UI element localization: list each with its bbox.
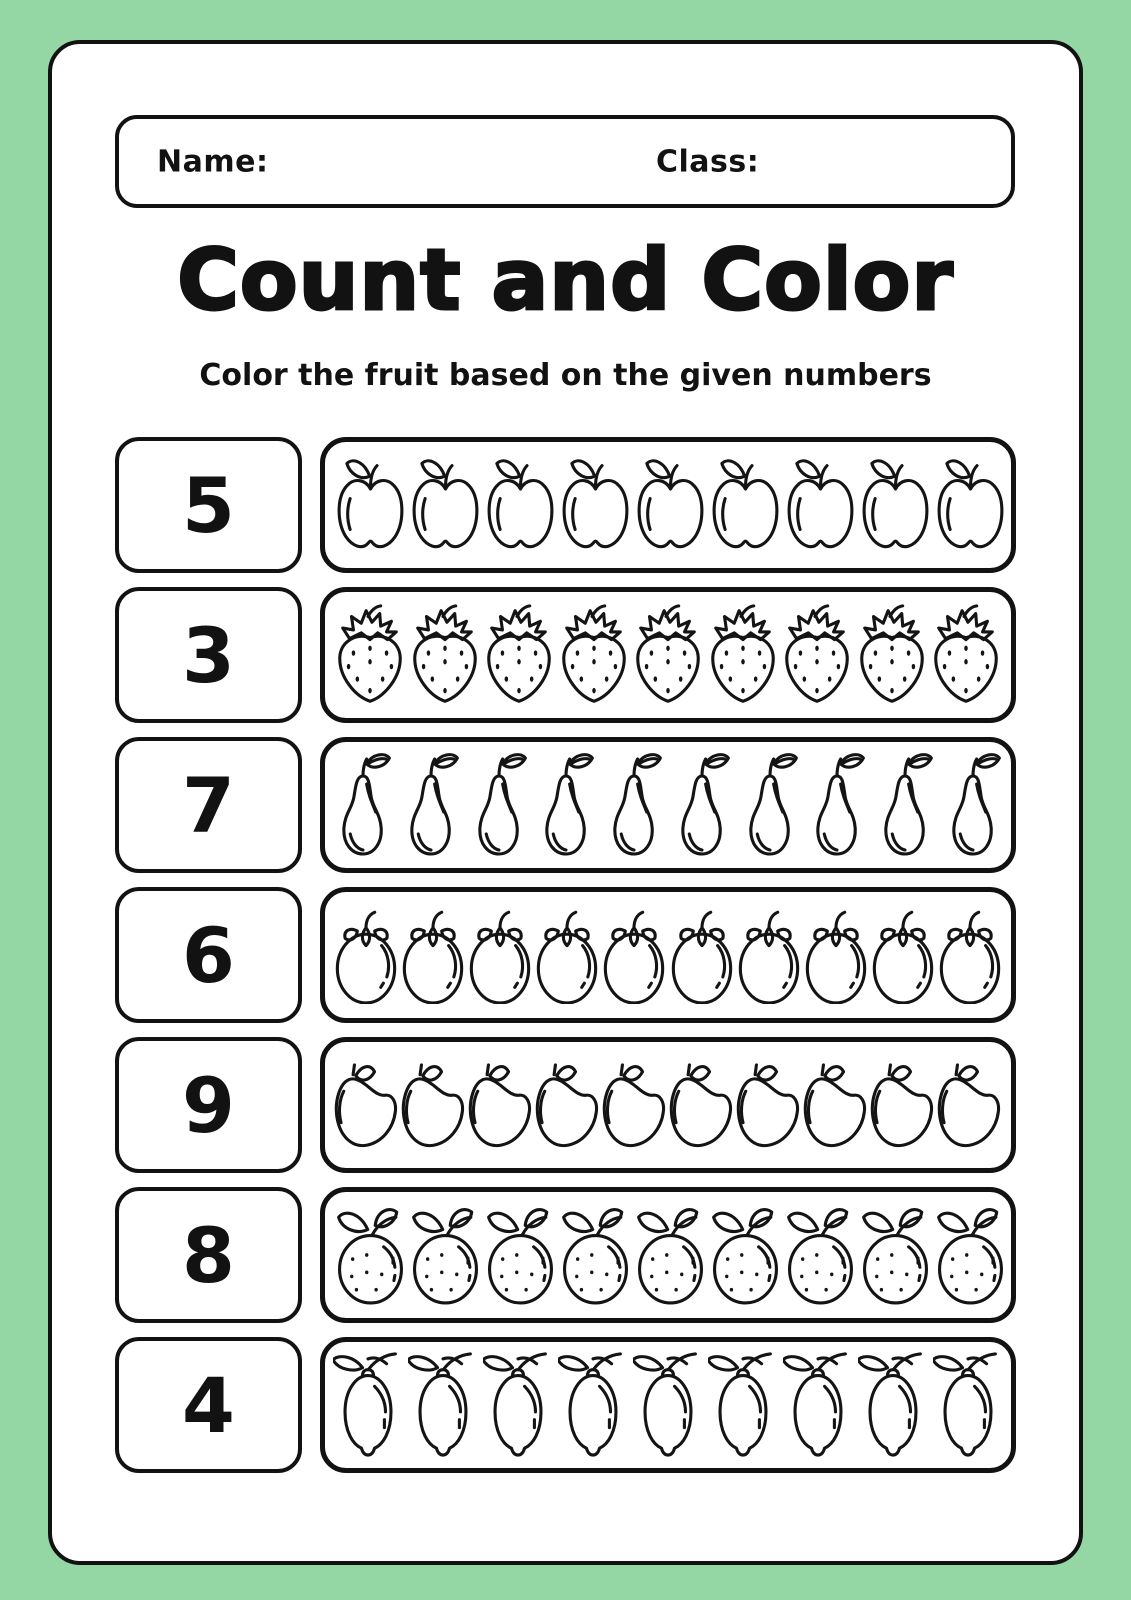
count-number: 5: [182, 460, 235, 550]
orange-icon[interactable]: [408, 1205, 483, 1305]
name-label: Name:: [157, 144, 269, 179]
apple-icon[interactable]: [933, 455, 1008, 555]
lemon-icon[interactable]: [858, 1351, 928, 1459]
apple-icon[interactable]: [708, 455, 783, 555]
pear-icon[interactable]: [672, 751, 732, 859]
mangosteen-icon[interactable]: [400, 906, 466, 1004]
lemon-icon[interactable]: [483, 1351, 553, 1459]
count-number: 6: [182, 910, 235, 1000]
mango-strip: [320, 1037, 1016, 1173]
orange-icon[interactable]: [708, 1205, 783, 1305]
lemon-icon[interactable]: [558, 1351, 628, 1459]
orange-strip: [320, 1187, 1016, 1323]
instructions-text: Color the fruit based on the given numbers: [199, 358, 932, 393]
number-box: [115, 587, 302, 723]
lemon-icon[interactable]: [633, 1351, 703, 1459]
worksheet-page: [48, 40, 1083, 1565]
pear-icon[interactable]: [740, 751, 800, 859]
worksheet-row: [115, 1037, 1016, 1173]
orange-icon[interactable]: [783, 1205, 858, 1305]
lemon-icon[interactable]: [783, 1351, 853, 1459]
lemon-icon[interactable]: [933, 1351, 1003, 1459]
name-class-box: [115, 115, 1015, 208]
lemon-icon[interactable]: [408, 1351, 478, 1459]
apple-icon[interactable]: [333, 455, 408, 555]
apple-strip: [320, 437, 1016, 573]
lemon-icon[interactable]: [333, 1351, 403, 1459]
strawberry-icon[interactable]: [929, 603, 1003, 707]
strawberry-icon[interactable]: [333, 603, 407, 707]
mango-icon[interactable]: [467, 1060, 534, 1150]
number-box: [115, 437, 302, 573]
pear-icon[interactable]: [807, 751, 867, 859]
pear-icon[interactable]: [536, 751, 596, 859]
worksheet-row: [115, 737, 1016, 873]
number-box: [115, 1337, 302, 1473]
mangosteen-icon[interactable]: [333, 906, 399, 1004]
number-box: [115, 1187, 302, 1323]
apple-icon[interactable]: [483, 455, 558, 555]
number-box: [115, 887, 302, 1023]
count-number: 7: [182, 760, 235, 850]
count-number: 9: [182, 1060, 235, 1150]
orange-icon[interactable]: [558, 1205, 633, 1305]
exercise-rows: [115, 437, 1016, 1487]
page-title: Count and Color: [177, 231, 954, 329]
mango-icon[interactable]: [601, 1060, 668, 1150]
mangosteen-icon[interactable]: [870, 906, 936, 1004]
mango-icon[interactable]: [400, 1060, 467, 1150]
number-box: [115, 1037, 302, 1173]
worksheet-row: [115, 1187, 1016, 1323]
mangosteen-icon[interactable]: [669, 906, 735, 1004]
mango-icon[interactable]: [869, 1060, 936, 1150]
mangosteen-icon[interactable]: [601, 906, 667, 1004]
pear-strip: [320, 737, 1016, 873]
mango-icon[interactable]: [936, 1060, 1003, 1150]
count-number: 3: [182, 610, 235, 700]
count-number: 8: [182, 1210, 235, 1300]
pear-icon[interactable]: [875, 751, 935, 859]
apple-icon[interactable]: [783, 455, 858, 555]
mangosteen-icon[interactable]: [736, 906, 802, 1004]
strawberry-icon[interactable]: [780, 603, 854, 707]
mangosteen-icon[interactable]: [534, 906, 600, 1004]
apple-icon[interactable]: [408, 455, 483, 555]
worksheet-row: [115, 587, 1016, 723]
orange-icon[interactable]: [933, 1205, 1008, 1305]
count-number: 4: [182, 1360, 235, 1450]
strawberry-icon[interactable]: [408, 603, 482, 707]
strawberry-strip: [320, 587, 1016, 723]
strawberry-icon[interactable]: [482, 603, 556, 707]
mango-icon[interactable]: [735, 1060, 802, 1150]
mangosteen-icon[interactable]: [803, 906, 869, 1004]
pear-icon[interactable]: [333, 751, 393, 859]
mango-icon[interactable]: [333, 1060, 400, 1150]
mango-icon[interactable]: [668, 1060, 735, 1150]
mangosteen-icon[interactable]: [937, 906, 1003, 1004]
number-box: [115, 737, 302, 873]
strawberry-icon[interactable]: [557, 603, 631, 707]
apple-icon[interactable]: [858, 455, 933, 555]
orange-icon[interactable]: [333, 1205, 408, 1305]
orange-icon[interactable]: [483, 1205, 558, 1305]
worksheet-row: [115, 887, 1016, 1023]
pear-icon[interactable]: [401, 751, 461, 859]
orange-icon[interactable]: [858, 1205, 933, 1305]
mangosteen-strip: [320, 887, 1016, 1023]
orange-icon[interactable]: [633, 1205, 708, 1305]
pear-icon[interactable]: [604, 751, 664, 859]
strawberry-icon[interactable]: [855, 603, 929, 707]
pear-icon[interactable]: [469, 751, 529, 859]
mango-icon[interactable]: [534, 1060, 601, 1150]
class-label: Class:: [656, 144, 760, 179]
mango-icon[interactable]: [802, 1060, 869, 1150]
lemon-strip: [320, 1337, 1016, 1473]
mangosteen-icon[interactable]: [467, 906, 533, 1004]
worksheet-row: [115, 1337, 1016, 1473]
apple-icon[interactable]: [558, 455, 633, 555]
strawberry-icon[interactable]: [631, 603, 705, 707]
worksheet-row: [115, 437, 1016, 573]
pear-icon[interactable]: [943, 751, 1003, 859]
lemon-icon[interactable]: [708, 1351, 778, 1459]
strawberry-icon[interactable]: [706, 603, 780, 707]
apple-icon[interactable]: [633, 455, 708, 555]
